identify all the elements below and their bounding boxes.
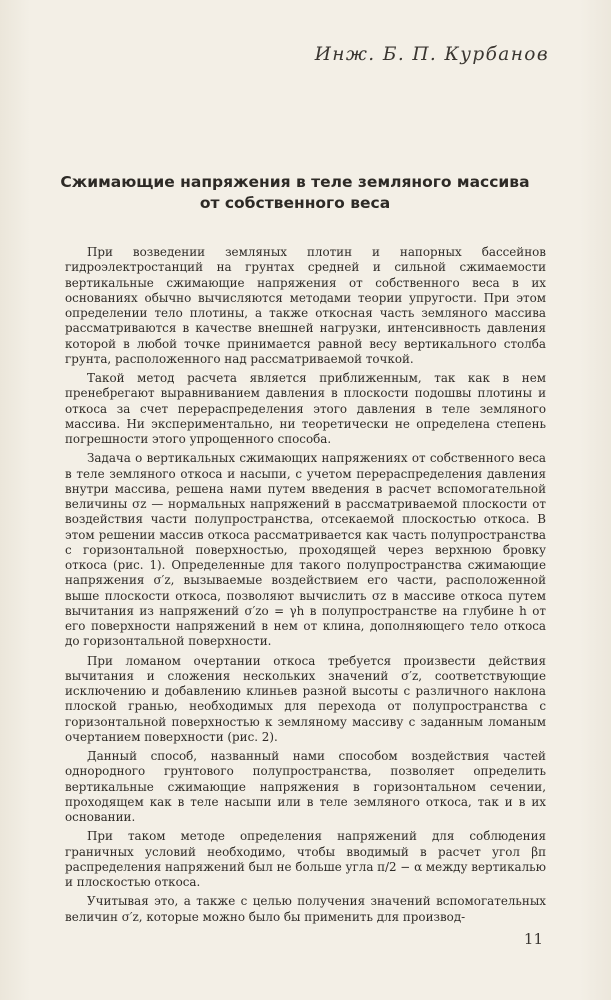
article-body [65,245,546,929]
author-name: Инж. Б. П. Курбанов [314,44,549,65]
paragraph: Такой метод расчета является приближенным, так как в нем пренебрегают выравниванием давления в плоскости подошвы плотины и откоса за счет перераспределения этого давления в теле земляного массива. Ни экспериментально, ни теоретически не определена степень погрешности этого упрощенного способа. [65,371,546,446]
paragraph: При таком методе определения напряжений для соблюдения граничных условий необходимо, чтобы вводимый в расчет угол βп распределения напряжений был не больше угла π/2 − α между вертикалью и плоскостью откоса. [65,829,546,889]
title-line-1: Сжимающие напряжения в теле земляного массива [60,173,530,191]
paragraph: При ломаном очертании откоса требуется произвести действия вычитания и сложения нескольких значений σ′z, соответствующие исключению и добавлению клиньев разной высоты с различного наклона плоской гранью, необходимых для перехода от полупространства с горизонтальной поверхностью к земляному массиву с заданным ломаным очертанием поверхности (рис. 2). [65,653,546,744]
paragraph: Данный способ, названный нами способом воздействия частей однородного грунтового полупространства, позволяет определить вертикальные сжимающие напряжения в горизонтальном сечении, проходящем как в теле насыпи или в теле земляного откоса, так и в их основании. [65,749,546,824]
article-title [56,172,534,214]
page-number: 11 [523,930,543,948]
title-line-2: от собственного веса [199,194,391,212]
paragraph: Задача о вертикальных сжимающих напряжениях от собственного веса в теле земляного откоса и насыпи, с учетом перераспределения давления внутри массива, решена нами путем введения в расчет вспомогательной величины σz — нормальных напряжений в рассматриваемой плоскости от воздействия части полупространства, отсекаемой плоскостью откоса. В этом решении массив откоса рассматривается как часть полупространства с горизонтальной поверхностью, проходящей через верхнюю бровку откоса (рис. 1). Определенные для такого полупространства сжимающие напряжения σ′z, вызываемые воздействием его части, расположенной выше плоскости откоса, позволяют вычислить σz в массиве откоса путем вычитания из напряжений σ′zo = γh в полупространстве на глубине h от его поверхности напряжений в нем от клина, дополняющего тело откоса до горизонтальной поверхности. [65,451,546,649]
paragraph: Учитывая это, а также с целью получения значений вспомогательных величин σ′z, которые можно было бы применить для производ- [65,894,546,924]
paragraph: При возведении земляных плотин и напорных бассейнов гидроэлектростанций на грунтах средней и сильной сжимаемости вертикальные сжимающие напряжения от собственного веса в их основаниях обычно вычисляются методами теории упругости. При этом определении тело плотины, а также откосная часть земляного массива рассматриваются в качестве внешней нагрузки, интенсивность давления которой в любой точке принимается равной весу вертикального столба грунта, расположенного над рассматриваемой точкой. [65,245,546,366]
